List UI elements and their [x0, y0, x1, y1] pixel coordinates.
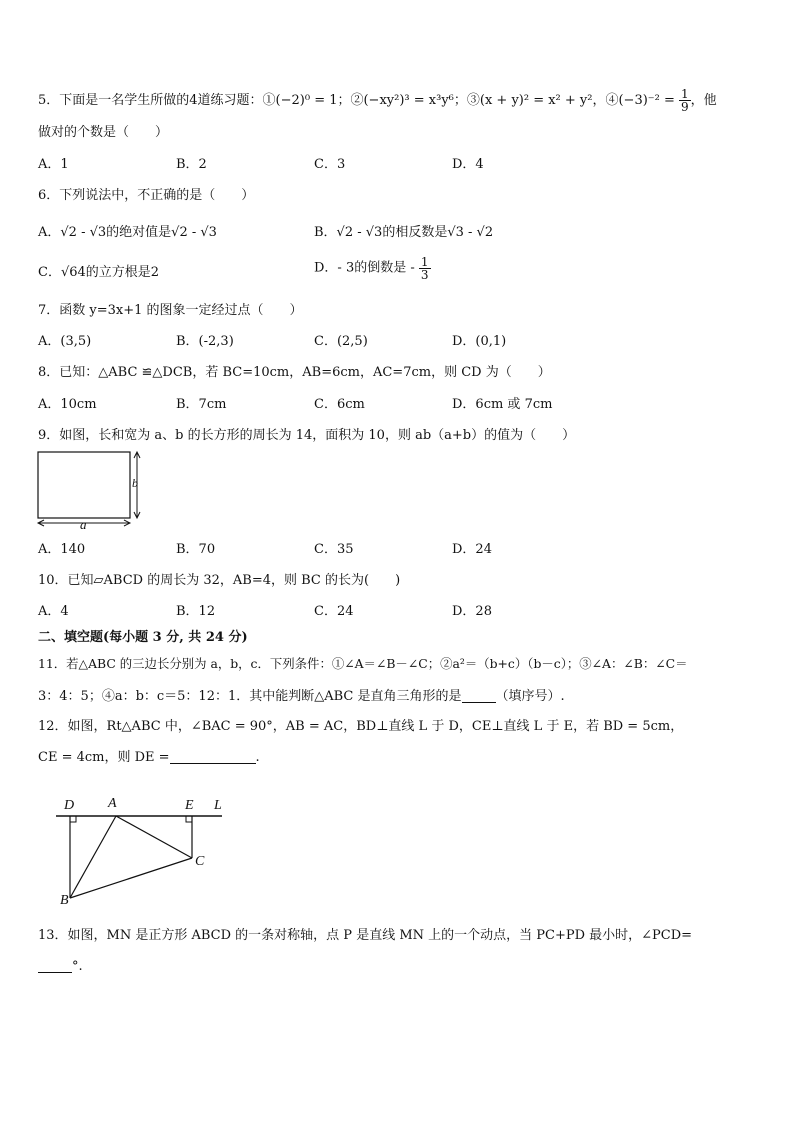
q8-option-c[interactable]: C．6cm — [314, 397, 365, 412]
q7-option-a[interactable]: A．(3,5) — [38, 334, 92, 349]
q9-rectangle — [38, 452, 130, 518]
q11-line2-text: 3：4：5；④a：b：c＝5：12：1．其中能判断△ABC 是直角三角形的是 — [38, 689, 462, 704]
q8-option-d[interactable]: D．6cm 或 7cm — [452, 397, 553, 412]
q11-line2-end: （填序号）. — [495, 689, 565, 704]
q12-label-a: A — [108, 796, 117, 811]
q12-line2-end: . — [255, 750, 260, 765]
q12-right-angle-d — [70, 816, 76, 822]
q9-stem: 9．如图，长和宽为 a、b 的长方形的周长为 14，面积为 10，则 ab（a+b）的值为（ ） — [38, 428, 576, 443]
q6-option-d[interactable] — [314, 256, 431, 281]
q12-answer-blank[interactable] — [170, 749, 256, 764]
q8-option-a[interactable]: A．10cm — [38, 397, 97, 412]
q11-answer-blank[interactable] — [462, 688, 496, 703]
q12-line2 — [38, 749, 260, 767]
q12-label-l: L — [214, 798, 222, 813]
q7-option-b[interactable]: B．(-2,3) — [176, 334, 234, 349]
q9-label-a: a — [80, 517, 87, 532]
section-title-fill-in: 二、填空题(每小题 3 分, 共 24 分) — [38, 630, 248, 645]
q7-option-c[interactable]: C．(2,5) — [314, 334, 368, 349]
q5-line1 — [38, 88, 717, 113]
q10-option-c[interactable]: C．24 — [314, 604, 354, 619]
q11-line2 — [38, 688, 565, 706]
q5-option-a[interactable]: A．1 — [38, 157, 69, 172]
q12-line2-text: CE = 4cm，则 DE = — [38, 750, 170, 765]
q12-label-e: E — [185, 798, 194, 813]
q12-triangle-figure — [50, 790, 240, 916]
q13-line2 — [38, 958, 83, 976]
q5-fraction: $\frac{1}{9}$ — [681, 87, 689, 114]
q9-option-d[interactable]: D．24 — [452, 542, 492, 557]
q5-line2: 做对的个数是（ ） — [38, 125, 169, 140]
q7-option-d[interactable]: D．(0,1) — [452, 334, 507, 349]
q6-stem: 6．下列说法中，不正确的是（ ） — [38, 188, 255, 203]
q9-option-a[interactable]: A．140 — [38, 542, 86, 557]
q9-option-b[interactable]: B．70 — [176, 542, 216, 557]
q10-option-b[interactable]: B．12 — [176, 604, 216, 619]
q5-option-c[interactable]: C．3 — [314, 157, 346, 172]
q6-option-a[interactable]: A．√2 - √3的绝对值是√2 - √3 — [38, 225, 217, 240]
q12-right-angle-e — [186, 816, 192, 822]
q11-line1: 11．若△ABC 的三边长分别为 a，b，c．下列条件：①∠A＝∠B－∠C；②a²＝（b+c）（b－c）；③∠A：∠B：∠C＝ — [38, 656, 688, 671]
q5-option-d[interactable]: D．4 — [452, 157, 484, 172]
q12-segment-bc — [70, 858, 192, 898]
q10-stem: 10．已知▱ABCD 的周长为 32，AB=4，则 BC 的长为( ) — [38, 573, 401, 588]
q9-label-b: b — [132, 476, 138, 490]
q9-option-c[interactable]: C．35 — [314, 542, 354, 557]
q6-option-b[interactable]: B．√2 - √3的相反数是√3 - √2 — [314, 225, 494, 240]
q5-text: 5．下面是一名学生所做的4道练习题：①(−2)⁰ = 1；②(−xy²)³ = x³y⁶；③(x + y)² = x² + y²，④(−3)⁻² = — [38, 93, 675, 108]
q12-line1: 12．如图，Rt△ABC 中，∠BAC = 90°，AB = AC，BD⊥直线 L 于 D，CE⊥直线 L 于 E，若 BD = 5cm， — [38, 719, 684, 734]
q12-label-c: C — [195, 854, 205, 869]
q8-option-b[interactable]: B．7cm — [176, 397, 227, 412]
q13-answer-blank[interactable] — [38, 958, 72, 973]
q12-segment-ac — [116, 816, 192, 858]
q13-line1: 13．如图，MN 是正方形 ABCD 的一条对称轴，点 P 是直线 MN 上的一个动点，当 PC+PD 最小时，∠PCD= — [38, 928, 693, 943]
q6-option-d-fraction: $\frac{1}{3}$ — [420, 255, 429, 282]
q10-option-d[interactable]: D．28 — [452, 604, 492, 619]
q5-option-b[interactable]: B．2 — [176, 157, 207, 172]
q6-option-c[interactable]: C．√64的立方根是2 — [38, 265, 160, 280]
q7-stem: 7．函数 y=3x+1 的图象一定经过点（ ） — [38, 303, 303, 318]
q10-option-a[interactable]: A．4 — [38, 604, 69, 619]
q12-label-d: D — [64, 798, 75, 813]
q13-line2-end: °. — [72, 959, 83, 974]
q6-option-d-text: D．- 3的倒数是 - — [314, 260, 415, 276]
q12-label-b: B — [60, 893, 69, 908]
q5-text-end: ，他 — [690, 93, 717, 108]
q8-stem: 8．已知：△ABC ≌△DCB，若 BC=10cm，AB=6cm，AC=7cm，则 CD 为（ ） — [38, 365, 551, 380]
